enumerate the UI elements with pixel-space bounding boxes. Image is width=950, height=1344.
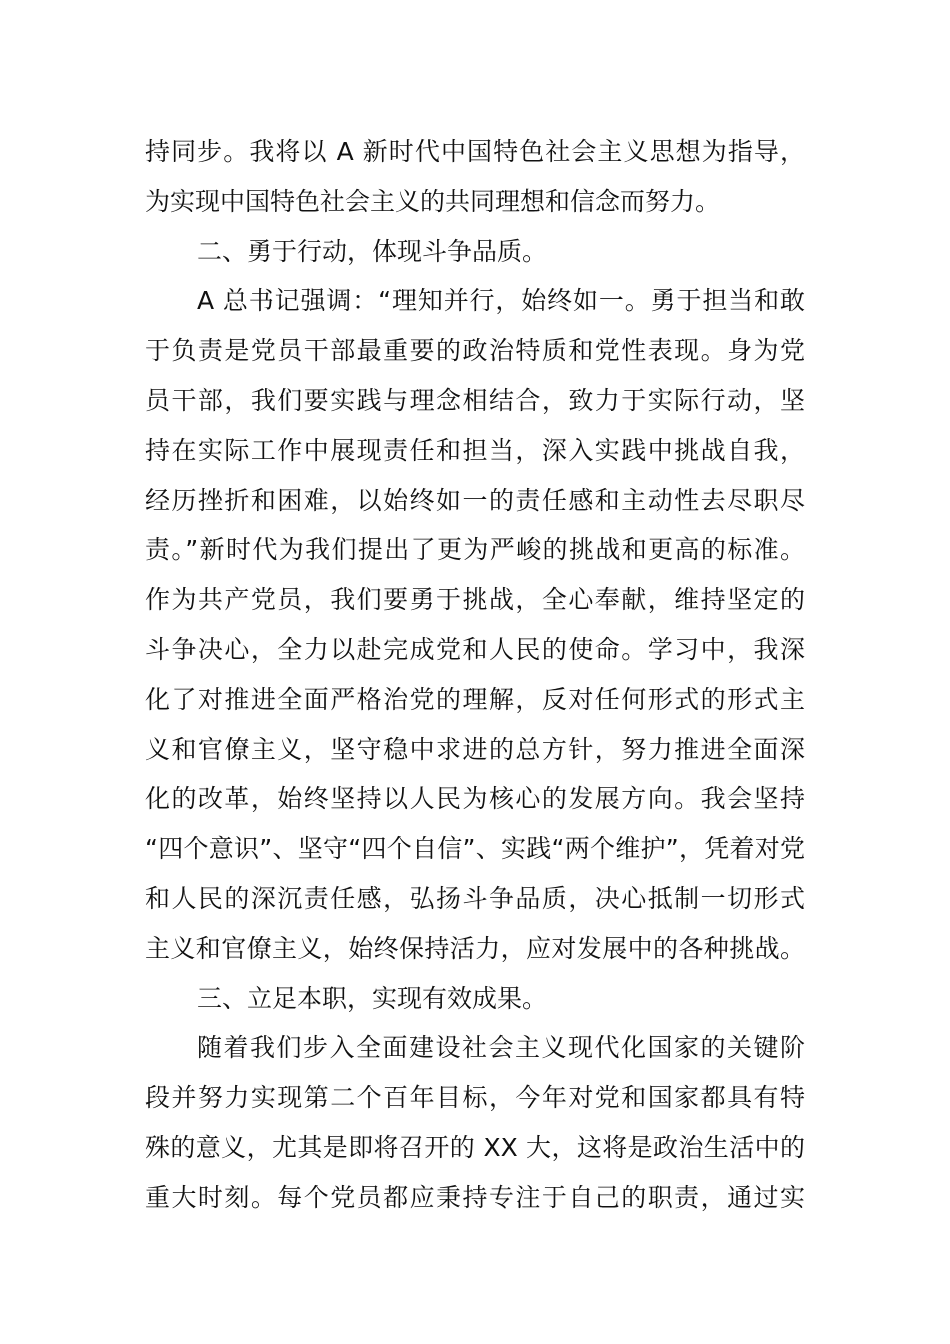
text-line: 员干部，我们要实践与理念相结合，致力于实际行动，坚 [145, 386, 805, 415]
text-line: 于负责是党员干部最重要的政治特质和党性表现。身为党 [145, 336, 805, 366]
paragraph-first-line: 随着我们步入全面建设社会主义现代化国家的关键阶 [197, 1033, 805, 1063]
text-line: 段并努力实现第二个百年目标，今年对党和国家都具有特 [145, 1083, 805, 1113]
text-line: 责。”新时代为我们提出了更为严峻的挑战和更高的标准。 [145, 535, 805, 565]
text-line: 化的改革，始终坚持以人民为核心的发展方向。我会坚持 [145, 784, 805, 814]
paragraph-first-line: A 总书记强调：“理知并行，始终如一。勇于担当和敢 [197, 286, 805, 316]
text-line: 持在实际工作中展现责任和担当，深入实践中挑战自我， [145, 435, 805, 465]
text-line: 化了对推进全面严格治党的理解，反对任何形式的形式主 [145, 684, 805, 714]
paragraph-first-line: 二、勇于行动，体现斗争品质。 [197, 236, 548, 266]
text-line: 经历挫折和困难，以始终如一的责任感和主动性去尽职尽 [145, 485, 805, 515]
text-line: 主义和官僚主义，始终保持活力，应对发展中的各种挑战。 [145, 933, 805, 963]
text-line: 重大时刻。每个党员都应秉持专注于自己的职责，通过实 [145, 1182, 805, 1212]
text-line: 义和官僚主义，坚守稳中求进的总方针，努力推进全面深 [145, 734, 805, 764]
text-line: 和人民的深沉责任感，弘扬斗争品质，决心抵制一切形式 [145, 884, 805, 913]
text-line: 作为共产党员，我们要勇于挑战，全心奉献，维持坚定的 [145, 585, 805, 615]
text-line: 为实现中国特色社会主义的共同理想和信念而努力。 [145, 186, 721, 216]
paragraph-first-line: 三、立足本职，实现有效成果。 [197, 983, 548, 1013]
text-line: 持同步。我将以 A 新时代中国特色社会主义思想为指导， [145, 137, 805, 166]
text-line: 殊的意义，尤其是即将召开的 XX 大，这将是政治生活中的 [145, 1133, 805, 1162]
text-line: “四个意识”、坚守“四个自信”、实践“两个维护”，凭着对党 [145, 834, 805, 864]
text-line: 斗争决心，全力以赴完成党和人民的使命。学习中，我深 [145, 635, 805, 664]
